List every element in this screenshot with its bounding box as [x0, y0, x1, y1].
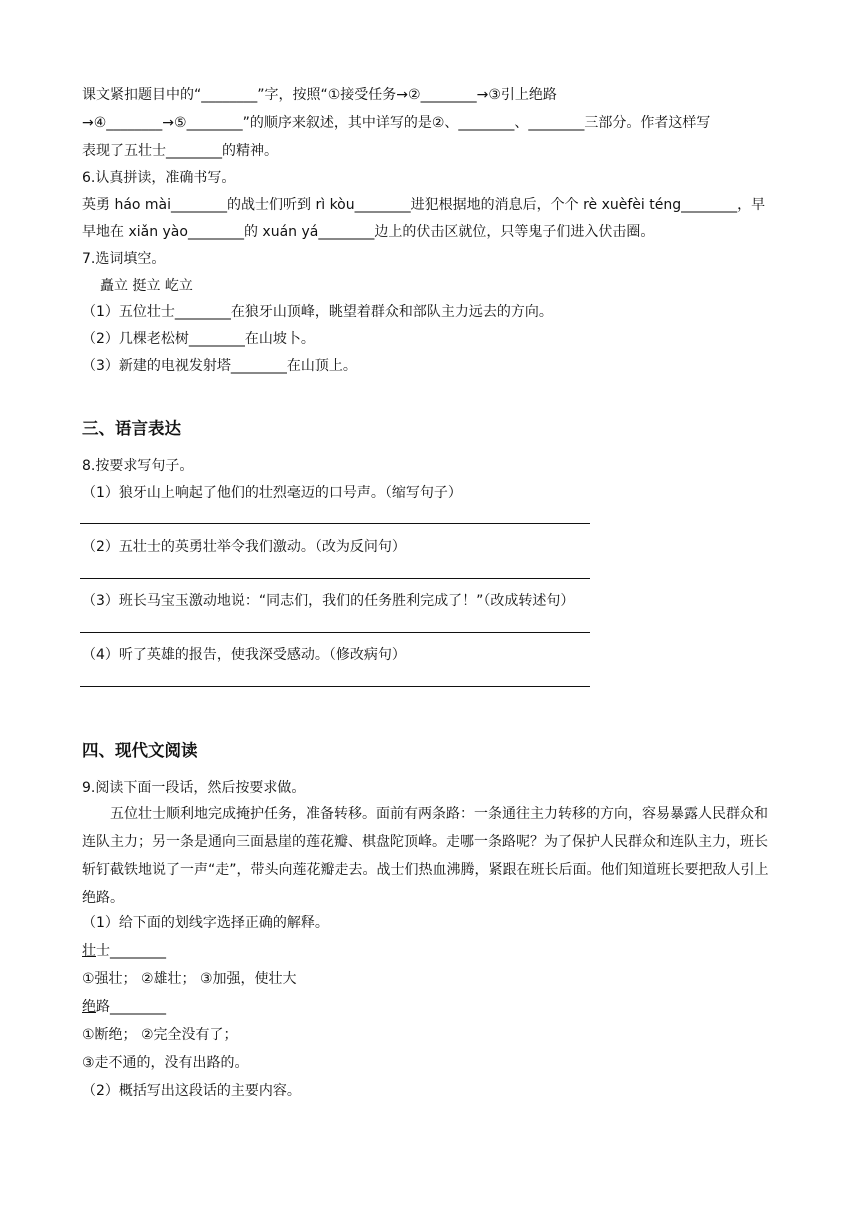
- q9-sub-question-2: （2）概括写出这段话的主要内容。: [82, 1083, 301, 1099]
- q9-word-2-underlined-char: 绝: [82, 999, 96, 1015]
- q8-item-2: （2）五壮士的英勇壮举令我们激动。（改为反问句）: [82, 539, 406, 555]
- q8-answer-line-4[interactable]: [80, 686, 590, 687]
- q7-item-1: （1）五位壮士________在狼牙山顶峰，眺望着群众和部队主力远去的方向。: [82, 304, 553, 320]
- q9-word-1-underlined-char: 壮: [82, 943, 96, 959]
- q9-word-2-options-b: ③走不通的，没有出路的。: [82, 1055, 249, 1071]
- q9-sub-question-1: （1）给下面的划线字选择正确的解释。: [82, 915, 329, 931]
- q6-text-line-2: 早地在 xiǎn yào________的 xuán yá________边上的伏击区就位，只等鬼子们进入伏击圈。: [82, 224, 655, 240]
- q9-word-1-options: ①强壮； ②雄壮； ③加强，使壮大: [82, 971, 297, 987]
- q9-word-1: [82, 941, 800, 961]
- q5-text-line-1: 课文紧扣题目中的“________”字，按照“①接受任务→②________→③引上绝路: [82, 87, 557, 103]
- q9-word-2-options-a: ①断绝； ②完全没有了；: [82, 1027, 238, 1043]
- q9-word-2: [82, 997, 800, 1017]
- q5-text-line-2: →④________→⑤________”的顺序来叙述，其中详写的是②、________、________三部分。作者这样写: [82, 115, 711, 131]
- q8-title: 8.按要求写句子。: [82, 458, 194, 474]
- section-4-heading: 四、现代文阅读: [82, 741, 198, 760]
- q5-text-line-3: 表现了五壮士________的精神。: [82, 143, 278, 159]
- q9-passage: 五位壮士顺利地完成掩护任务，准备转移。面前有两条路：一条通往主力转移的方向，容易暴露人民群众和连队主力；另一条是通向三面悬崖的莲花瓣、棋盘陀顶峰。走哪一条路呢？为了保护人民群众和连队主力，班长斩钉截铁地说了一声“走”，带头向莲花瓣走去。战士们热血沸腾，紧跟在班长后面。他们知道班长要把敌人引上绝路。: [82, 806, 769, 906]
- q7-item-2: （2）几棵老松树________在山坡卜。: [82, 331, 315, 347]
- q9-title: 9.阅读下面一段话，然后按要求做。: [82, 780, 306, 796]
- q6-text-line-1: 英勇 háo mài________的战士们听到 rì kòu________进犯根据地的消息后，个个 rè xuèfèi téng________，早: [82, 197, 766, 213]
- q8-item-3: （3）班长马宝玉激动地说：“同志们，我们的任务胜利完成了！”（改成转述句）: [82, 593, 575, 609]
- q8-item-4: （4）听了英雄的报告，使我深受感动。（修改病句）: [82, 647, 406, 663]
- q8-answer-line-2[interactable]: [80, 578, 590, 579]
- q8-answer-line-3[interactable]: [80, 632, 590, 633]
- section-3-heading: 三、语言表达: [82, 419, 181, 438]
- q7-title: 7.选词填空。: [82, 251, 166, 267]
- q8-answer-line-1[interactable]: [80, 523, 590, 524]
- q9-word-1-rest: 士________: [96, 943, 166, 959]
- q7-item-3: （3）新建的电视发射塔________在山顶上。: [82, 358, 357, 374]
- q6-title: 6.认真拼读，准确书写。: [82, 170, 236, 186]
- q9-word-2-rest: 路________: [96, 999, 166, 1015]
- q7-word-choices: 矗立 挺立 屹立: [100, 278, 193, 294]
- q8-item-1: （1）狼牙山上响起了他们的壮烈毫迈的口号声。（缩写句子）: [82, 485, 462, 501]
